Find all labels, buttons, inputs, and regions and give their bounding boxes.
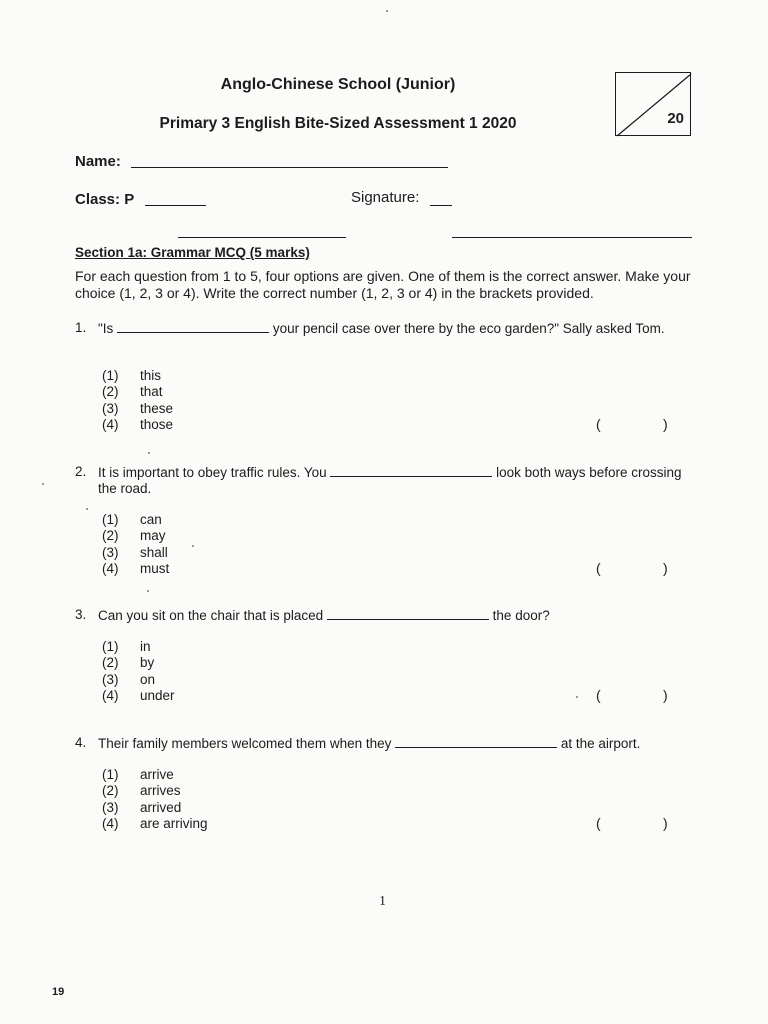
answer-bracket[interactable]: ( )	[596, 815, 668, 831]
options-list	[102, 512, 169, 577]
option-item: (4) those	[102, 416, 174, 432]
option-item: (1) in	[102, 639, 151, 654]
class-label: Class: P	[75, 191, 135, 208]
question-1	[75, 320, 695, 432]
option-item: (2) by	[102, 655, 155, 671]
question-text: Can you sit on the chair that is placed the door?	[98, 608, 550, 623]
question-text: "Is your pencil case over there by the eco garden?" Sally asked Tom.	[98, 321, 665, 336]
question-number: 1.	[75, 320, 87, 335]
answer-blank[interactable]	[330, 464, 492, 477]
name-label: Name:	[75, 153, 121, 170]
option-item: (3) these	[102, 400, 174, 416]
score-slash	[616, 73, 692, 137]
signature-label: Signature:	[351, 189, 420, 206]
section-heading: Section 1a: Grammar MCQ (5 marks)	[75, 245, 310, 260]
school-name: Anglo-Chinese School (Junior)	[220, 76, 456, 93]
answer-bracket[interactable]: ( )	[596, 687, 668, 703]
section-instructions: For each question from 1 to 5, four options are given. One of them is the correct answer. Make your choice (1, 2, 3 or 4). Write the correct number (1, 2, 3 or 4) in the brackets provided.	[75, 268, 691, 301]
option-item: (3) shall	[102, 544, 168, 560]
option-item: (1) this	[102, 368, 162, 383]
option-item: (2) that	[102, 384, 163, 400]
scan-speck	[42, 483, 44, 485]
score-box	[615, 72, 691, 136]
option-item: (4) under	[102, 687, 175, 703]
option-item: (4) are arriving	[102, 815, 208, 831]
question-text: Their family members welcomed them when they at the airport.	[98, 736, 641, 751]
question-4	[75, 735, 695, 831]
divider-line-right	[452, 237, 692, 238]
option-item: (3) on	[102, 671, 156, 687]
paper-title: Primary 3 English Bite-Sized Assessment 1 2020	[159, 115, 517, 132]
answer-bracket[interactable]: ( )	[596, 560, 668, 576]
question-3	[75, 607, 695, 703]
options-list	[102, 639, 175, 704]
score-total: 20	[667, 110, 684, 127]
divider-line-left	[178, 237, 346, 238]
scan-speck	[386, 10, 388, 12]
option-item: (2) may	[102, 528, 166, 544]
answer-bracket[interactable]: ( )	[596, 416, 668, 432]
option-item: (3) arrived	[102, 799, 182, 815]
answer-blank[interactable]	[327, 607, 489, 620]
question-2	[75, 464, 695, 576]
scan-speck	[147, 590, 149, 592]
scan-speck	[86, 508, 88, 510]
question-number: 2.	[75, 464, 87, 479]
answer-blank[interactable]	[395, 735, 557, 748]
class-field[interactable]	[145, 205, 206, 206]
question-number: 3.	[75, 607, 87, 622]
options-list	[102, 368, 173, 433]
scan-speck	[148, 452, 150, 454]
scan-speck	[576, 696, 578, 698]
answer-blank[interactable]	[117, 320, 269, 333]
page-number: 1	[379, 894, 386, 909]
options-list	[102, 767, 208, 832]
question-number: 4.	[75, 735, 87, 750]
name-field[interactable]	[131, 167, 448, 168]
signature-field[interactable]	[430, 205, 452, 206]
option-item: (1) arrive	[102, 767, 174, 782]
scan-speck	[192, 545, 194, 547]
option-item: (1) can	[102, 512, 162, 527]
question-text: It is important to obey traffic rules. You look both ways before crossing the road.	[98, 465, 682, 496]
option-item: (2) arrives	[102, 783, 181, 799]
option-item: (4) must	[102, 560, 170, 576]
corner-page-number: 19	[52, 986, 65, 998]
